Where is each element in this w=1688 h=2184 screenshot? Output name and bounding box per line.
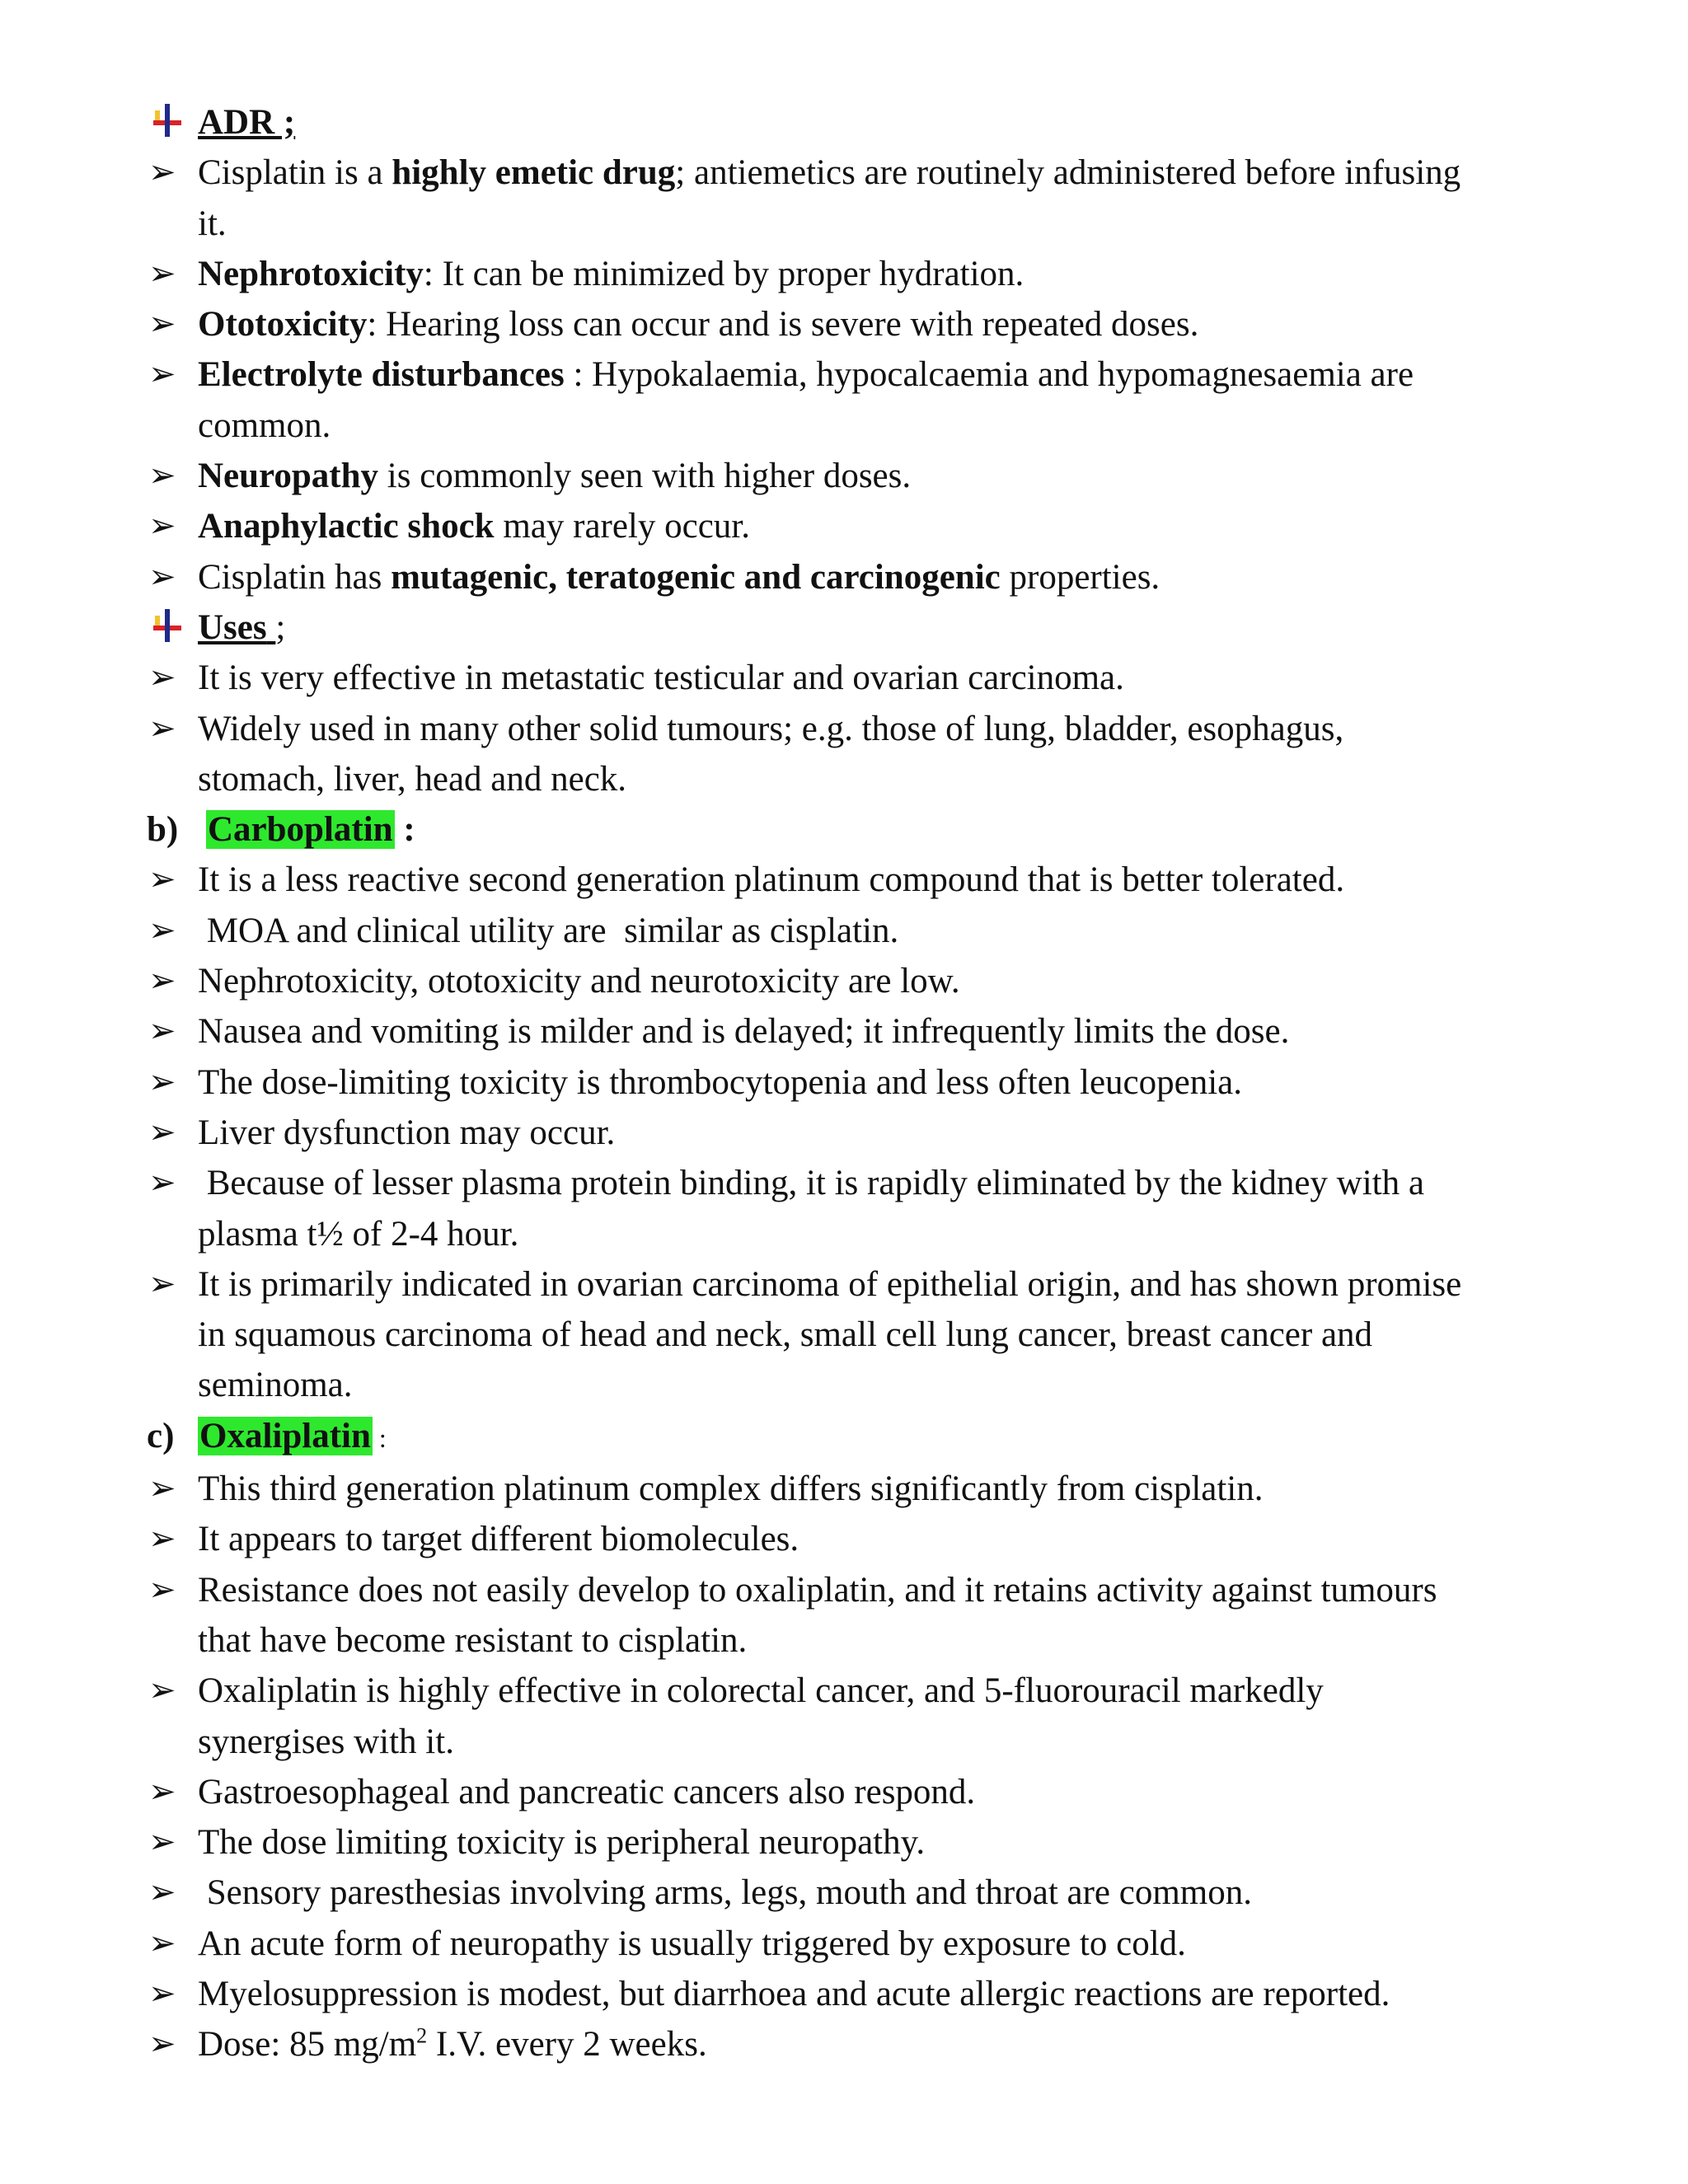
list-item-continuation: seminoma. — [198, 1366, 353, 1405]
list-item-continuation: in squamous carcinoma of head and neck, small cell lung cancer, breast cancer and — [198, 1315, 1373, 1355]
list-item: ➢ Nausea and vomiting is milder and is delayed; it infrequently limits the dose. — [147, 1006, 1564, 1057]
arrow-bullet-icon: ➢ — [148, 153, 176, 192]
section-heading-oxaliplatin: c) Oxaliplatin : — [147, 1411, 1564, 1464]
arrow-bullet-icon: ➢ — [148, 1823, 176, 1862]
list-item: ➢ The dose-limiting toxicity is thrombocytopenia and less often leucopenia. — [147, 1057, 1564, 1108]
list-item-continuation: synergises with it. — [198, 1722, 454, 1761]
list-item: ➢ Neuropathy is commonly seen with higher doses. — [147, 451, 1564, 501]
list-item: ➢ Sensory paresthesias involving arms, legs, mouth and throat are common. — [147, 1868, 1564, 1918]
list-item: ➢ Liver dysfunction may occur. — [147, 1108, 1564, 1158]
arrow-bullet-icon: ➢ — [148, 860, 176, 899]
uses-heading-text: Uses — [198, 607, 267, 647]
arrow-bullet-icon: ➢ — [148, 709, 176, 748]
list-item: ➢ Nephrotoxicity, ototoxicity and neurotoxicity are low. — [147, 956, 1564, 1006]
arrow-bullet-icon: ➢ — [148, 1570, 176, 1609]
section-heading-uses: Uses ; — [147, 602, 1564, 653]
list-item: ➢ Nephrotoxicity: It can be minimized by proper hydration. — [147, 249, 1564, 299]
adr-heading-text: ADR ; — [198, 103, 296, 142]
arrow-bullet-icon: ➢ — [148, 962, 176, 1001]
highlighted-drug-name: Oxaliplatin — [199, 1416, 371, 1455]
list-item-continuation: stomach, liver, head and neck. — [198, 759, 627, 799]
arrow-bullet-icon: ➢ — [148, 1264, 176, 1303]
arrow-bullet-icon: ➢ — [148, 1974, 176, 2013]
section-label: c) — [147, 1416, 175, 1455]
arrow-bullet-icon: ➢ — [148, 1520, 176, 1558]
section-heading-carboplatin: b) Carboplatin : — [147, 804, 1564, 855]
arrow-bullet-icon: ➢ — [148, 557, 176, 596]
arrow-bullet-icon: ➢ — [148, 911, 176, 949]
list-item-continuation: that have become resistant to cisplatin. — [198, 1620, 748, 1660]
section-label: b) — [147, 810, 179, 850]
arrow-bullet-icon: ➢ — [148, 355, 176, 394]
cross-marker-icon — [147, 602, 188, 653]
cross-marker-icon — [147, 97, 188, 148]
arrow-bullet-icon: ➢ — [148, 1062, 176, 1101]
list-item: ➢ MOA and clinical utility are similar as cisplatin. — [147, 906, 1564, 956]
list-item: ➢ Gastroesophageal and pancreatic cancers also respond. — [147, 1767, 1564, 1817]
arrow-bullet-icon: ➢ — [148, 2025, 176, 2064]
highlighted-drug-name: Carboplatin — [208, 810, 393, 850]
list-item: ➢ An acute form of neuropathy is usually triggered by exposure to cold. — [147, 1919, 1564, 1969]
list-item: ➢ This third generation platinum complex differs significantly from cisplatin. — [147, 1464, 1564, 1514]
arrow-bullet-icon: ➢ — [148, 305, 176, 344]
arrow-bullet-icon: ➢ — [148, 1873, 176, 1912]
list-item: ➢ It is primarily indicated in ovarian carcinoma of epithelial origin, and has shown promise — [147, 1259, 1564, 1310]
list-item: ➢ The dose limiting toxicity is peripheral neuropathy. — [147, 1817, 1564, 1868]
arrow-bullet-icon: ➢ — [148, 1012, 176, 1051]
list-item-dose: ➢ Dose: 85 $mg/m^2$ I.V. every 2 weeks. — [147, 2019, 1564, 2069]
list-item: ➢ It appears to target different biomolecules. — [147, 1514, 1564, 1564]
list-item: ➢ Ototoxicity: Hearing loss can occur and is severe with repeated doses. — [147, 299, 1564, 349]
list-item-continuation: plasma t½ of 2-4 hour. — [198, 1214, 519, 1254]
section-heading-adr — [147, 97, 1564, 148]
list-item: ➢ Because of lesser plasma protein binding, it is rapidly eliminated by the kidney with a — [147, 1158, 1564, 1208]
list-item: ➢ Cisplatin has mutagenic, teratogenic and carcinogenic properties. — [147, 552, 1564, 602]
arrow-bullet-icon: ➢ — [148, 457, 176, 495]
arrow-bullet-icon: ➢ — [148, 1113, 176, 1151]
list-item: ➢ Myelosuppression is modest, but diarrhoea and acute allergic reactions are reported. — [147, 1969, 1564, 2019]
list-item: ➢ Anaphylactic shock may rarely occur. — [147, 501, 1564, 551]
arrow-bullet-icon: ➢ — [148, 1924, 176, 1962]
arrow-bullet-icon: ➢ — [148, 507, 176, 546]
arrow-bullet-icon: ➢ — [148, 658, 176, 697]
list-item-continuation: it. — [198, 204, 227, 243]
arrow-bullet-icon: ➢ — [148, 1772, 176, 1811]
list-item: ➢ Oxaliplatin is highly effective in colorectal cancer, and 5-fluorouracil markedly — [147, 1666, 1564, 1716]
arrow-bullet-icon: ➢ — [148, 1469, 176, 1508]
document-body — [147, 97, 1564, 2070]
list-item: ➢ Widely used in many other solid tumours; e.g. those of lung, bladder, esophagus, — [147, 704, 1564, 754]
list-item: ➢ It is a less reactive second generation platinum compound that is better tolerated. — [147, 855, 1564, 905]
list-item: ➢ Cisplatin is a highly emetic drug; antiemetics are routinely administered before infusing — [147, 148, 1564, 198]
arrow-bullet-icon: ➢ — [148, 254, 176, 293]
arrow-bullet-icon: ➢ — [148, 1671, 176, 1710]
list-item: ➢ It is very effective in metastatic testicular and ovarian carcinoma. — [147, 653, 1564, 703]
list-item-continuation: common. — [198, 405, 331, 445]
arrow-bullet-icon: ➢ — [148, 1164, 176, 1202]
list-item: ➢ Resistance does not easily develop to oxaliplatin, and it retains activity against tumours — [147, 1565, 1564, 1615]
list-item: ➢ Electrolyte disturbances : Hypokalaemia, hypocalcaemia and hypomagnesaemia are — [147, 349, 1564, 400]
